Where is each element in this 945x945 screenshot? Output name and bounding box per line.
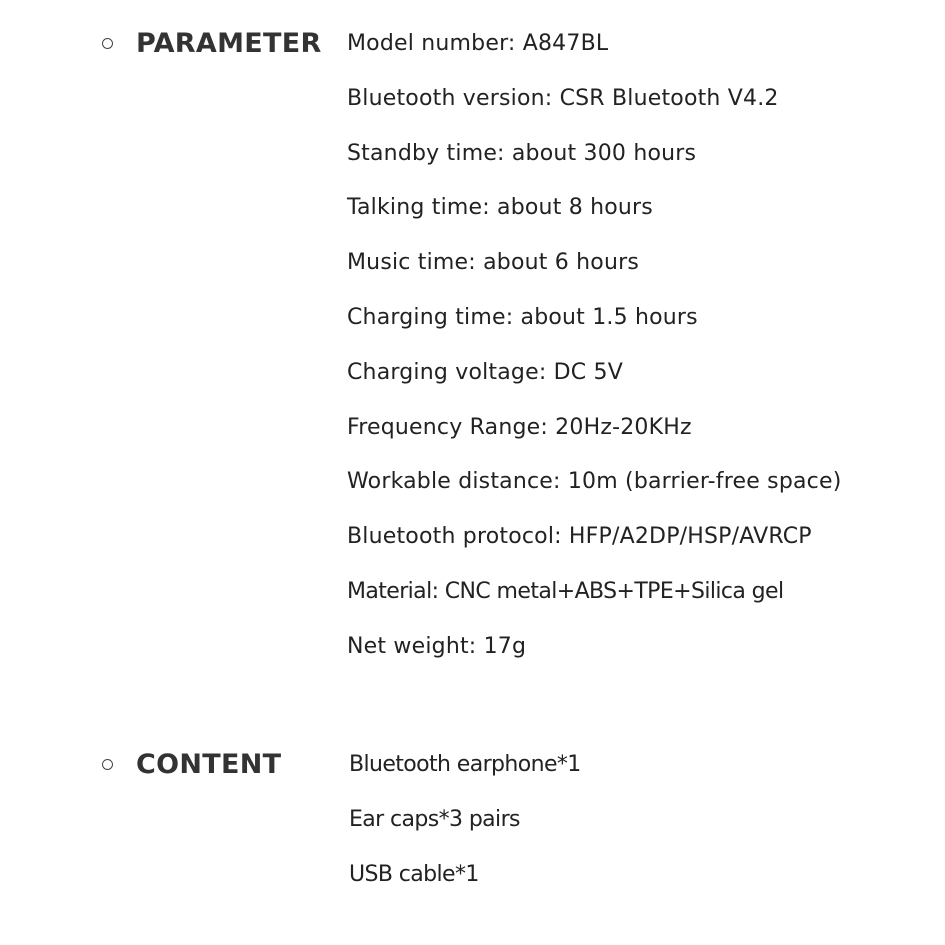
content-list [349, 750, 581, 914]
spec-material: Material: CNC metal+ABS+TPE+Silica gel [347, 578, 784, 604]
spec-net-weight: Net weight: 17g [347, 633, 527, 659]
spec-music-time: Music time: about 6 hours [347, 250, 640, 276]
spec-bluetooth-protocol: Bluetooth protocol: HFP/A2DP/HSP/AVRCP [347, 524, 812, 550]
content-item-usb-cable: USB cable*1 [349, 861, 479, 887]
parameter-heading: PARAMETER [136, 28, 322, 59]
content-heading: CONTENT [136, 749, 282, 780]
spec-charging-voltage: Charging voltage: DC 5V [347, 359, 623, 385]
spec-workable-distance: Workable distance: 10m (barrier-free space) [347, 469, 842, 495]
circle-bullet-icon [102, 38, 113, 49]
parameter-list [347, 29, 842, 687]
spec-frequency-range: Frequency Range: 20Hz-20KHz [347, 414, 692, 440]
circle-bullet-icon [102, 759, 113, 770]
content-item-ear-caps: Ear caps*3 pairs [349, 806, 520, 832]
spec-charging-time: Charging time: about 1.5 hours [347, 304, 698, 330]
content-item-earphone: Bluetooth earphone*1 [349, 752, 581, 777]
spec-standby-time: Standby time: about 300 hours [347, 140, 697, 166]
spec-model-number: Model number: A847BL [347, 31, 609, 56]
spec-bluetooth-version: Bluetooth version: CSR Bluetooth V4.2 [347, 85, 779, 111]
spec-talking-time: Talking time: about 8 hours [347, 195, 653, 221]
